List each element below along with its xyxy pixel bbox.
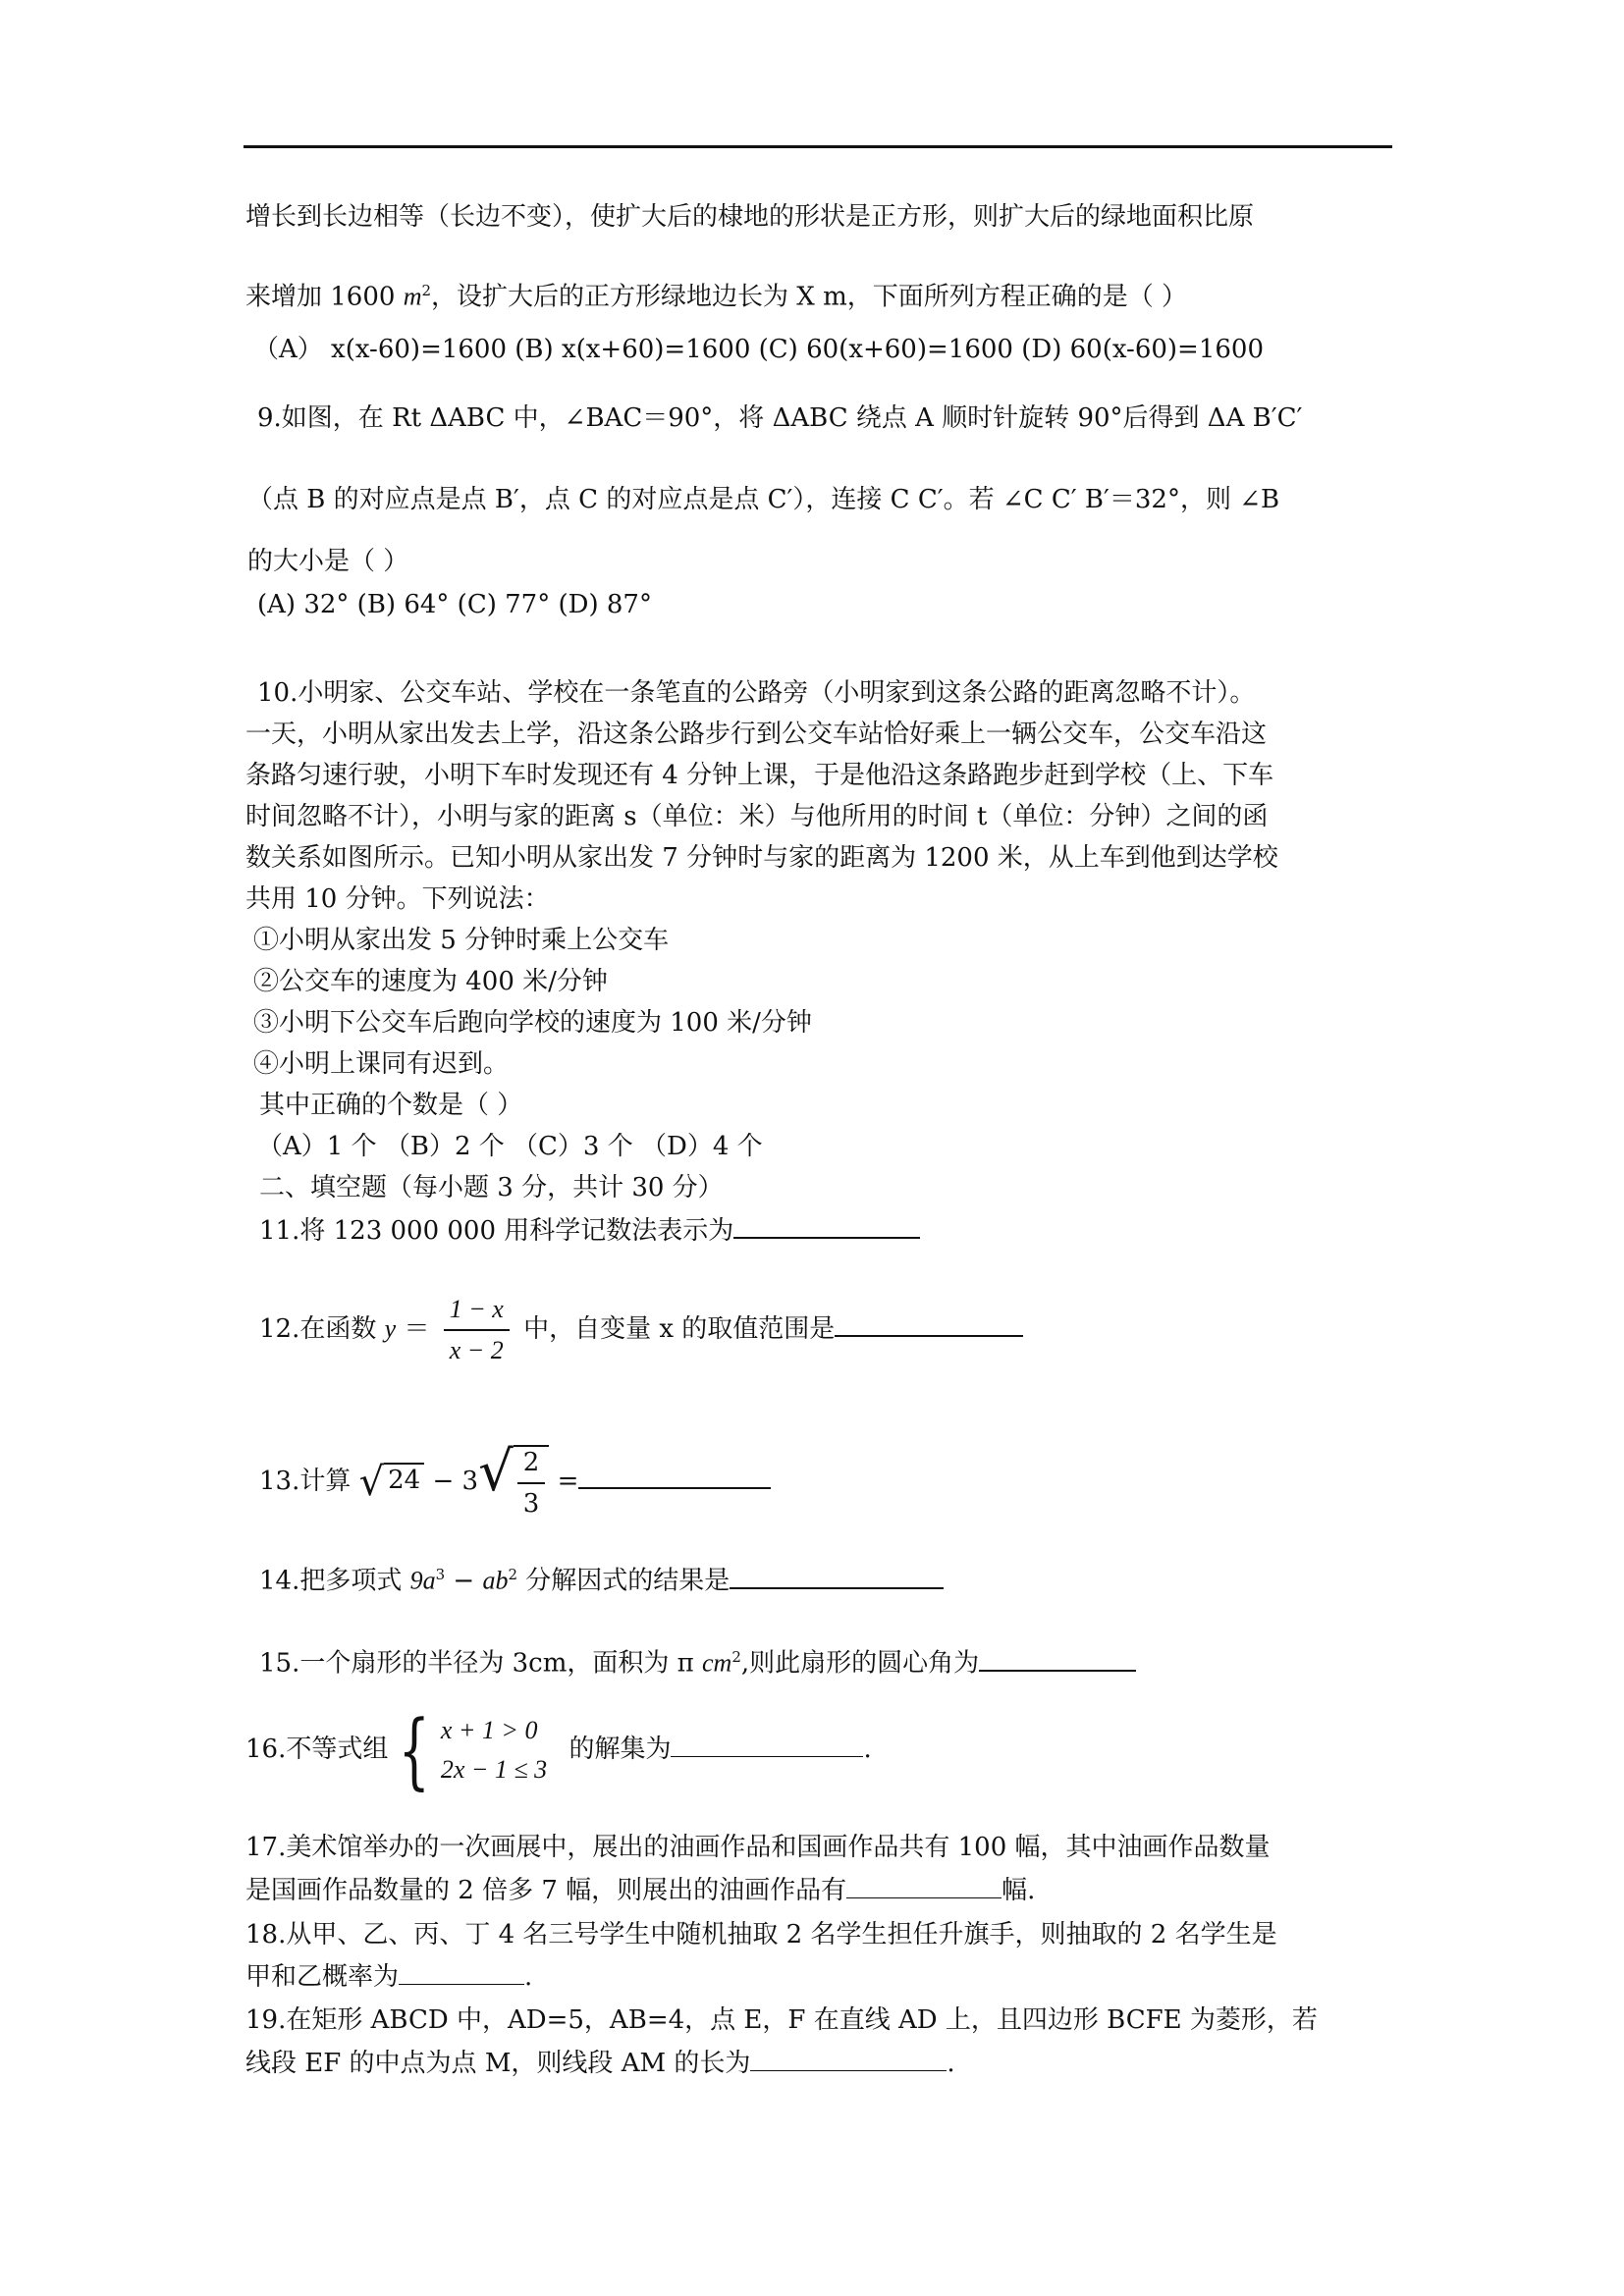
answer-blank[interactable]: [979, 1648, 1136, 1672]
q9-line3: 的大小是（ ）: [247, 547, 409, 576]
q9-line1: 9.如图，在 Rt ΔABC 中，∠BAC＝90°，将 ΔABC 绕点 A 顺时针旋转 90°后得到 ΔA B′C′: [257, 403, 1303, 433]
brace: {: [399, 1702, 431, 1798]
answer-blank[interactable]: [835, 1313, 1023, 1337]
q15: 15.一个扇形的半径为 3cm，面积为 π $cm^2$,则此扇形的圆心角为: [259, 1641, 1136, 1680]
q10-line: 共用 10 分钟。下列说法：: [245, 884, 550, 914]
q18-line2: 甲和乙概率为 .: [245, 1962, 533, 1992]
q10-statement: ④小明上课同有迟到。: [253, 1049, 510, 1079]
answer-blank[interactable]: [846, 1876, 1001, 1898]
answer-blank[interactable]: [671, 1735, 863, 1757]
q10-options: （A）1 个 （B）2 个 （C）3 个 （D）4 个: [257, 1132, 763, 1161]
q13: 13.计算 √ 24 − 3 √ $\frac{2}{3}$ =: [259, 1445, 771, 1520]
q16: 16.不等式组 { x + 1 > 0 2x − 1 ≤ 3 的解集为 .: [245, 1702, 872, 1798]
answer-blank[interactable]: [730, 1566, 944, 1589]
q11: 11.将 123 000 000 用科学记数法表示为: [259, 1215, 920, 1247]
answer-blank[interactable]: [750, 2049, 947, 2071]
fraction: $\frac{1 - x}{x - 2}$: [444, 1294, 510, 1366]
q10-statement: ②公交车的速度为 400 米/分钟: [253, 967, 608, 996]
q10-line: 数关系如图所示。已知小明从家出发 7 分钟时与家的距离为 1200 米，从上车到他到达学校: [245, 843, 1278, 873]
sqrt-symbol: √ 24: [359, 1463, 425, 1502]
answer-blank[interactable]: [578, 1466, 771, 1489]
q19-line1: 19.在矩形 ABCD 中，AD=5，AB=4，点 E，F 在直线 AD 上，且四边形 BCFE 为菱形，若: [245, 2005, 1318, 2035]
q10-line: 10.小明家、公交车站、学校在一条笔直的公路旁（小明家到这条公路的距离忽略不计）。: [257, 678, 1256, 708]
q17-line1: 17.美术馆举办的一次画展中，展出的油画作品和国画作品共有 100 幅，其中油画作品数量: [245, 1833, 1271, 1862]
q9-options: (A) 32° (B) 64° (C) 77° (D) 87°: [257, 590, 652, 619]
answer-blank[interactable]: [399, 1962, 524, 1985]
q9-line2: （点 B 的对应点是点 B′，点 C 的对应点是点 C′），连接 C C′。若 ∠C C′ B′＝32°，则 ∠B: [247, 485, 1280, 514]
q19-line2: 线段 EF 的中点为点 M，则线段 AM 的长为 .: [245, 2049, 955, 2078]
q8-line1: 增长到长边相等（长边不变），使扩大后的棣地的形状是正方形，则扩大后的绿地面积比原: [245, 202, 1255, 232]
q10-line: 时间忽略不计），小明与家的距离 s（单位：米）与他所用的时间 t（单位：分钟）之间的函: [245, 802, 1269, 831]
header-rule: [244, 145, 1392, 148]
answer-blank[interactable]: [733, 1215, 920, 1239]
q10-statement: ③小明下公交车后跑向学校的速度为 100 米/分钟: [253, 1008, 812, 1038]
q14: 14.把多项式 $9a^3 - ab^2$ 分解因式的结果是: [259, 1559, 944, 1597]
q10-statement: ①小明从家出发 5 分钟时乘上公交车: [253, 926, 670, 955]
q8-options: （A） x(x-60)=1600 (B) x(x+60)=1600 (C) 60(x+60)=1600 (D) 60(x-60)=1600: [253, 335, 1265, 364]
section-title: 二、填空题（每小题 3 分，共计 30 分）: [259, 1173, 724, 1202]
sqrt-symbol: √ $\frac{2}{3}$: [478, 1445, 549, 1520]
q10-line: 一天，小明从家出发去上学，沿这条公路步行到公交车站恰好乘上一辆公交车，公交车沿这: [245, 720, 1268, 749]
q10-line: 条路匀速行驶，小明下车时发现还有 4 分钟上课，于是他沿这条路跑步赶到学校（上、下车: [245, 761, 1274, 790]
inequality-system: x + 1 > 0 2x − 1 ≤ 3: [440, 1716, 548, 1784]
q10-ask: 其中正确的个数是（ ）: [259, 1091, 523, 1120]
q8-line2: 来增加 1600 $m^2$，设扩大后的正方形绿地边长为 X m，下面所列方程正确的是（ ）: [245, 282, 1187, 312]
q12: 12.在函数 y ＝ $\frac{1 - x}{x - 2}$ 中，自变量 x 的取值范围是: [259, 1294, 1023, 1366]
q18-line1: 18.从甲、乙、丙、丁 4 名三号学生中随机抽取 2 名学生担任升旗手，则抽取的 2 名学生是: [245, 1920, 1277, 1949]
q17-line2: 是国画作品数量的 2 倍多 7 幅，则展出的油画作品有 幅.: [245, 1876, 1036, 1905]
